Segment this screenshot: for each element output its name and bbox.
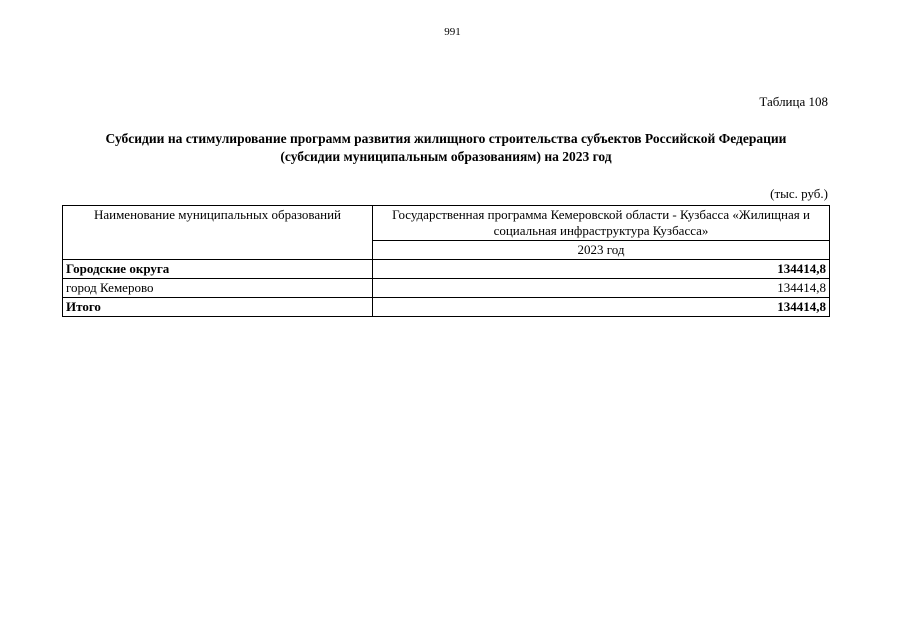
row-name: Городские округа bbox=[63, 260, 373, 279]
header-municipality: Наименование муниципальных образований bbox=[63, 206, 373, 260]
table-row bbox=[63, 279, 830, 298]
title-line-2: (субсидии муниципальным образованиям) на 2023 год bbox=[280, 149, 612, 164]
table-row bbox=[63, 260, 830, 279]
table-header-row bbox=[63, 206, 830, 241]
row-value: 134414,8 bbox=[373, 279, 830, 298]
title-line-1: Субсидии на стимулирование программ развития жилищного строительства субъектов Российской Федерации bbox=[105, 131, 787, 146]
row-value: 134414,8 bbox=[373, 260, 830, 279]
document-title bbox=[62, 130, 830, 166]
units-label: (тыс. руб.) bbox=[770, 186, 828, 201]
header-program: Государственная программа Кемеровской области - Кузбасса «Жилищная и социальная инфраструктура Кузбасса» bbox=[373, 206, 830, 241]
row-name: Итого bbox=[63, 298, 373, 317]
table-row bbox=[63, 298, 830, 317]
page-number: 991 bbox=[444, 26, 461, 38]
subsidies-table bbox=[62, 205, 830, 317]
row-value: 134414,8 bbox=[373, 298, 830, 317]
row-name: город Кемерово bbox=[63, 279, 373, 298]
header-year: 2023 год bbox=[373, 241, 830, 260]
table-label: Таблица 108 bbox=[759, 94, 828, 109]
